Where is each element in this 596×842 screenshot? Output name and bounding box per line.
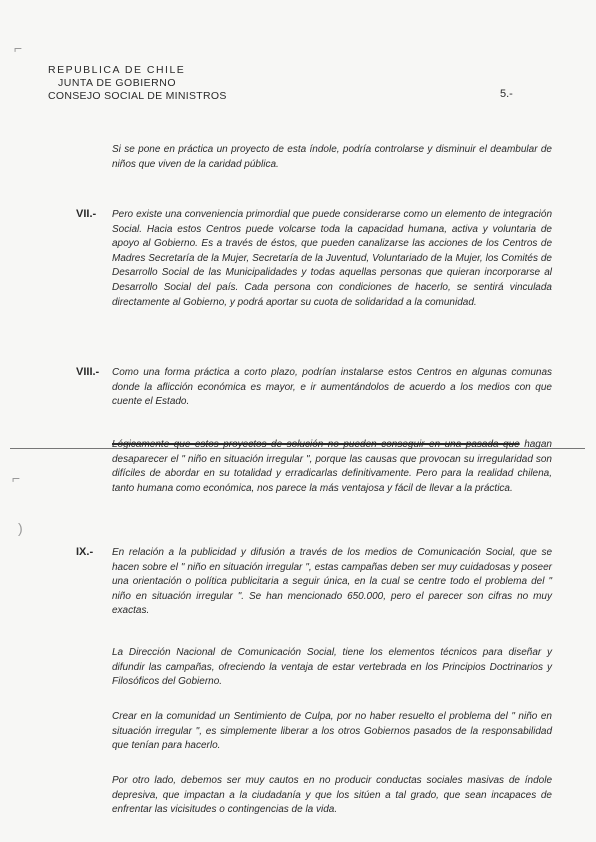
letterhead-republic: REPUBLICA DE CHILE [48, 64, 186, 76]
section-vii-text: Pero existe una conveniencia primordial que puede considerarse como un elemento de integración Social. Hacia estos Centros puede volcarse toda la capacidad humana, activa y voluntaria de apoyo al Gobierno. Es a través de éstos, que pueden canalizarse las acciones de los Centros de Madres Secretaría de la Mujer, Secretaría de la Juventud, Voluntariado de la Mujer, los Comités de Desarrollo Social de las Municipalidades y todas aquellas personas que quieran incorporarse al Desarrollo Social del país. Cada persona con condiciones de hacerlo, se sentirá vinculada directamente al Gobierno, y podrá aportar su cuota de solidaridad a la comunidad. [112, 209, 552, 308]
letterhead [48, 64, 227, 103]
paragraph-logic [112, 438, 552, 496]
margin-mark: ) [18, 520, 23, 536]
paragraph-direccion: La Dirección Nacional de Comunicación Social, tiene los elementos técnicos para diseñar y difundir las campañas, ofreciendo la ventaja de estar vertebrada en los Principios Doctrinarios y Filosóficos del Gobierno. [112, 647, 552, 688]
paragraph-otro-lado: Por otro lado, debemos ser muy cautos en no producir conductas sociales masivas de índole depresiva, que impactan a la ciudadanía y que los sitúen a tal grado, que sean incapaces de enfrentar las vicisitudes o contingencias de la vida. [112, 775, 552, 816]
margin-mark: ⌐ [12, 470, 21, 486]
section-marker-vii: VII.- [76, 208, 97, 220]
paragraph-culpa: Crear en la comunidad un Sentimiento de Culpa, por no haber resuelto el problema del " niño en situación irregular ", es simplemente liberar a los otros Gobiernos pasados de la responsabilidad que tenían para hacerlo. [112, 711, 552, 752]
page-number: 5.- [500, 88, 513, 100]
section-marker-ix: IX.- [76, 546, 94, 558]
logic-text: hagan desaparecer el " niño en situación irregular ", porque las causas que provocan su irregularidad son difíciles de abordar en su totalidad y erradicarlas definitivamente. Pero para la realidad chilena, tanto humana como económica, nos parece la más ventajosa y fácil de llevar a la práctica. [112, 439, 552, 494]
margin-mark: ⌐ [14, 40, 23, 56]
letterhead-junta: JUNTA DE GOBIERNO [58, 77, 176, 89]
paragraph-intro: Si se pone en práctica un proyecto de esta índole, podría controlarse y disminuir el deambular de niños que viven de la caridad pública. [112, 144, 552, 170]
section-marker-viii: VIII.- [76, 366, 100, 378]
letterhead-consejo: CONSEJO SOCIAL DE MINISTROS [48, 90, 227, 102]
struck-text: Lógicamente que estos proyectos de solución no pueden conseguir en una pasada que [112, 439, 520, 450]
section-viii-text: Como una forma práctica a corto plazo, podrían instalarse estos Centros en algunas comunas donde la aflicción económica es mayor, e ir aumentándolos de acuerdo a los medios con que cuente el Estado. [112, 367, 552, 408]
section-ix-text: En relación a la publicidad y difusión a través de los medios de Comunicación Social, que se hacen sobre el " niño en situación irregular ", estas campañas deben ser muy cuidadosas y poseer una orientación o política publicitaria a seguir única, en la cual se centre todo el problema del " niño en situación irregular ". Se han mencionado 650.000, pero el parecer son cifras no muy exactas. [112, 547, 552, 617]
